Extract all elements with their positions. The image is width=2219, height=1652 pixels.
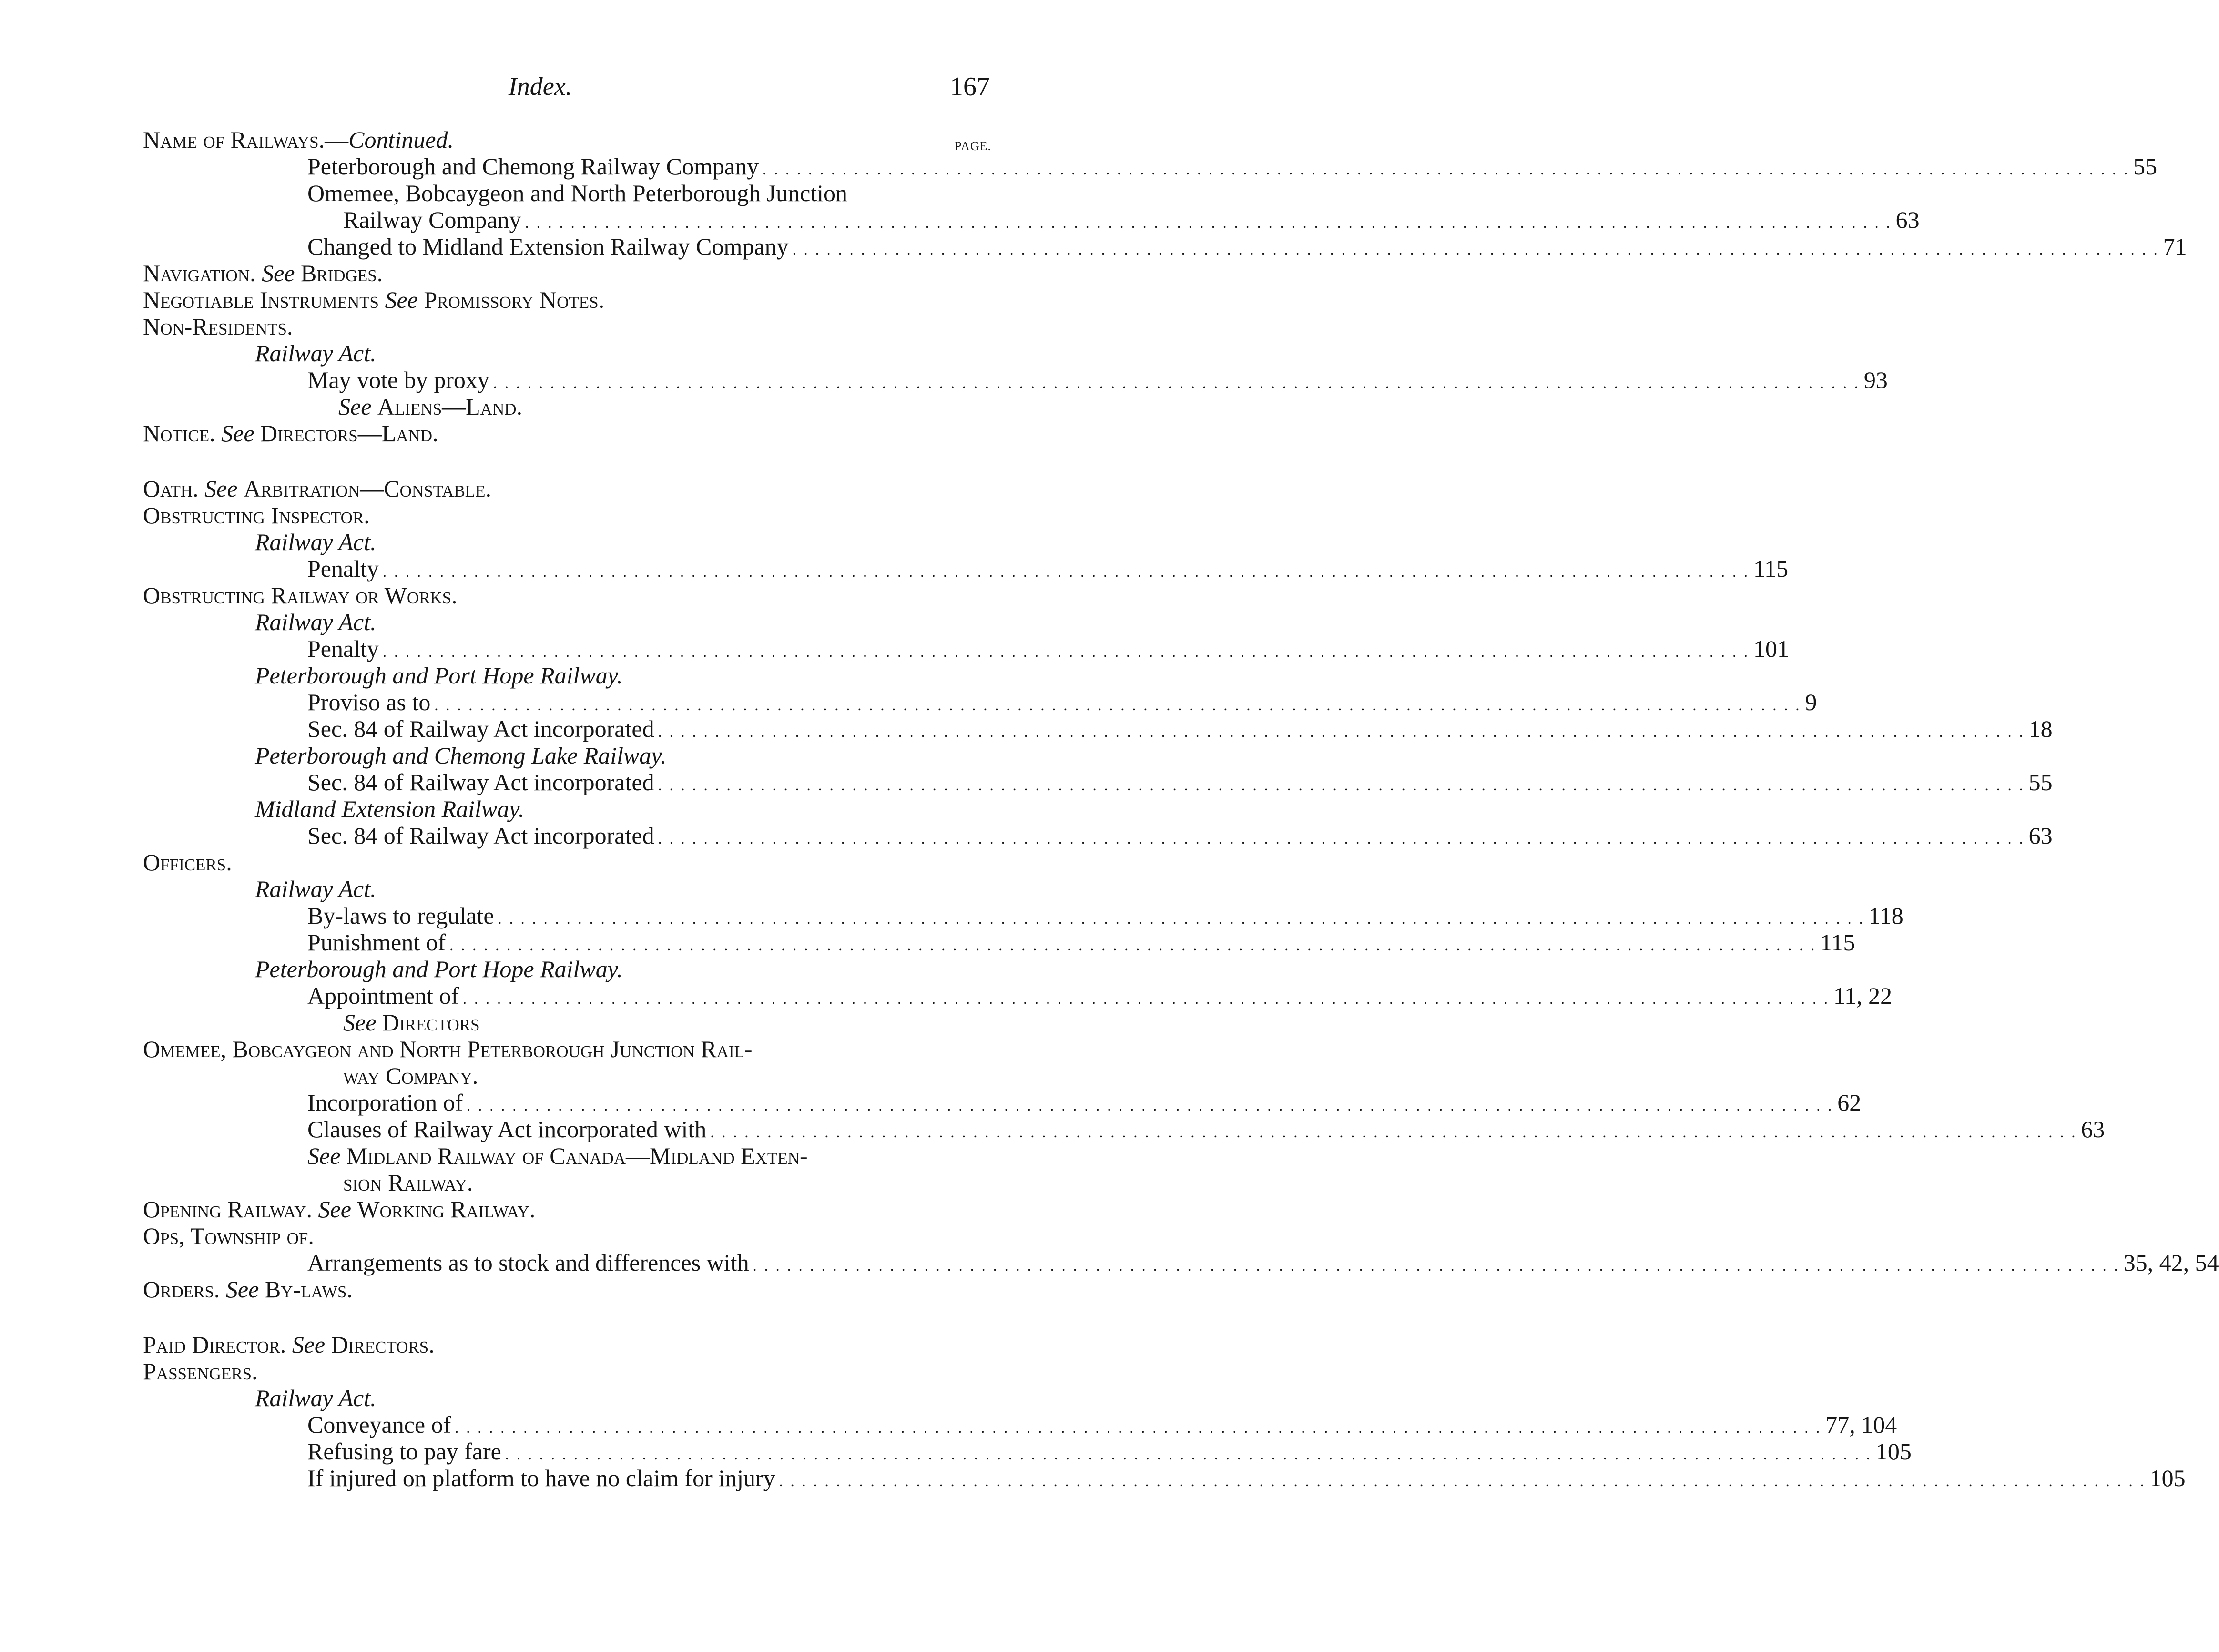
- entry-row: [307, 233, 2187, 263]
- dot-leader: . . . . . . . . . . . . . . . . . . . . . . . . . . . . . . . . . . . . . . . . . . . . . . . . . . . . . . . . . . . . . . . . . . . . . . . . . . . . . . . . . . . . . . . . . . . . . . . . . . . . . . . . . . . . . . . . . . . . . . . .: [658, 776, 2025, 794]
- page-reference: 35, 42, 54: [2123, 1249, 2219, 1276]
- index-cross-reference: [143, 286, 991, 313]
- heading-text: way Company.: [343, 1062, 478, 1089]
- see-label: See: [307, 1142, 341, 1169]
- dot-leader: . . . . . . . . . . . . . . . . . . . . . . . . . . . . . . . . . . . . . . . . . . . . . . . . . . . . . . . . . . . . . . . . . . . . . . . . . . . . . . . . . . . . . . . . . . . . . . . . . . . . . . . . . . . . . . . . . . . . . . . .: [763, 161, 2130, 178]
- index-heading: [143, 313, 991, 340]
- see-label: See: [221, 420, 254, 447]
- act-name: Railway Act.: [255, 609, 377, 635]
- entry-row: [307, 555, 1789, 585]
- entry-text: Arrangements as to stock and differences with: [307, 1249, 749, 1276]
- see-also-line: [143, 1009, 991, 1036]
- index-entry: [143, 555, 1789, 582]
- cross-reference-target: By-laws.: [265, 1276, 353, 1303]
- page-reference: 63: [2081, 1116, 2105, 1142]
- heading-text: Omemee, Bobcaygeon and North Peterborough Junction Rail-: [143, 1036, 753, 1062]
- entry-row: [307, 1438, 1912, 1468]
- entry-text: Incorporation of: [307, 1089, 463, 1116]
- cross-reference-target: Aliens—Land.: [377, 393, 523, 420]
- cross-reference-target: Working Railway.: [357, 1196, 536, 1223]
- index-entry: [143, 689, 1817, 715]
- act-name: Railway Act.: [255, 876, 377, 902]
- heading-text: Negotiable Instruments: [143, 286, 379, 313]
- entry-row: [307, 929, 1855, 959]
- dot-leader: . . . . . . . . . . . . . . . . . . . . . . . . . . . . . . . . . . . . . . . . . . . . . . . . . . . . . . . . . . . . . . . . . . . . . . . . . . . . . . . . . . . . . . . . . . . . . . . . . . . . . . . . . . . . . . . . . . . . . . . .: [792, 241, 2159, 258]
- entry-row: [307, 1465, 2186, 1494]
- dot-leader: . . . . . . . . . . . . . . . . . . . . . . . . . . . . . . . . . . . . . . . . . . . . . . . . . . . . . . . . . . . . . . . . . . . . . . . . . . . . . . . . . . . . . . . . . . . . . . . . . . . . . . . . . . . . . . . . . . . . . . . .: [498, 910, 1865, 927]
- act-name: Railway Act.: [255, 340, 377, 367]
- page-reference: 105: [2149, 1465, 2186, 1491]
- act-subheading: [143, 1385, 991, 1411]
- dot-leader: . . . . . . . . . . . . . . . . . . . . . . . . . . . . . . . . . . . . . . . . . . . . . . . . . . . . . . . . . . . . . . . . . . . . . . . . . . . . . . . . . . . . . . . . . . . . . . . . . . . . . . . . . . . . . . . . . . . . . . . .: [434, 696, 1802, 714]
- act-name: Peterborough and Port Hope Railway.: [255, 956, 623, 982]
- index-entry: [143, 902, 1903, 929]
- entry-row: [307, 982, 1893, 1012]
- entry-text: May vote by proxy: [307, 367, 489, 393]
- heading-text: Oath.: [143, 475, 199, 502]
- see-label: See: [204, 475, 238, 502]
- see-label: See: [225, 1276, 259, 1303]
- index-body: [143, 126, 2219, 1491]
- heading-text: Orders.: [143, 1276, 220, 1303]
- page-reference: 55: [2028, 769, 2053, 795]
- page-reference: 105: [1875, 1438, 1912, 1465]
- page-reference: 115: [1753, 555, 1789, 582]
- act-subheading: [143, 876, 991, 902]
- entry-row: [307, 153, 2158, 183]
- index-heading: [143, 1169, 991, 1196]
- index-entry: [143, 367, 1888, 393]
- index-entry: [143, 715, 2053, 742]
- index-heading: [143, 849, 991, 876]
- running-head: Index.: [508, 72, 572, 101]
- cross-reference-target: Arbitration—Constable.: [244, 475, 492, 502]
- page-reference: 62: [1837, 1089, 1862, 1116]
- page-reference: 11, 22: [1833, 982, 1893, 1009]
- dot-leader: . . . . . . . . . . . . . . . . . . . . . . . . . . . . . . . . . . . . . . . . . . . . . . . . . . . . . . . . . . . . . . . . . . . . . . . . . . . . . . . . . . . . . . . . . . . . . . . . . . . . . . . . . . . . . . . . . . . . . . . .: [753, 1257, 2120, 1274]
- index-entry: [143, 822, 2053, 849]
- see-label: See: [338, 393, 372, 420]
- heading-text: Opening Railway.: [143, 1196, 312, 1223]
- entry-text: Penalty: [307, 555, 379, 582]
- act-subheading: [143, 529, 991, 555]
- dot-leader: . . . . . . . . . . . . . . . . . . . . . . . . . . . . . . . . . . . . . . . . . . . . . . . . . . . . . . . . . . . . . . . . . . . . . . . . . . . . . . . . . . . . . . . . . . . . . . . . . . . . . . . . . . . . . . . . . . . . . . . .: [710, 1123, 2077, 1141]
- entry-text: Sec. 84 of Railway Act incorporated: [307, 822, 654, 849]
- act-name: Peterborough and Chemong Lake Railway.: [255, 742, 667, 769]
- heading-text: Ops, Township of.: [143, 1223, 314, 1249]
- dot-leader: . . . . . . . . . . . . . . . . . . . . . . . . . . . . . . . . . . . . . . . . . . . . . . . . . . . . . . . . . . . . . . . . . . . . . . . . . . . . . . . . . . . . . . . . . . . . . . . . . . . . . . . . . . . . . . . . . . . . . . . .: [658, 723, 2025, 740]
- index-entry: [143, 206, 1920, 233]
- index-entry: [143, 1249, 2219, 1276]
- cross-reference-target: Midland Railway of Canada—Midland Exten-: [346, 1142, 808, 1169]
- act-subheading: [143, 609, 991, 635]
- cross-reference-target: Bridges.: [300, 260, 383, 286]
- entry-row: [307, 1249, 2219, 1279]
- index-cross-reference: [143, 260, 991, 286]
- page-reference: 55: [2133, 153, 2158, 180]
- index-heading: [143, 1062, 991, 1089]
- entry-text: Penalty: [307, 635, 379, 662]
- act-name: Railway Act.: [255, 529, 377, 555]
- see-also-line: [143, 393, 991, 420]
- index-entry: [143, 1411, 1897, 1438]
- act-name: Railway Act.: [255, 1385, 377, 1411]
- index-entry: [143, 1089, 1862, 1116]
- cross-reference-target: Directors.: [331, 1331, 435, 1358]
- entry-row: [307, 689, 1817, 718]
- act-name: Peterborough and Port Hope Railway.: [255, 662, 623, 689]
- page-reference: 63: [1895, 206, 1920, 233]
- see-label: See: [292, 1331, 326, 1358]
- heading-text: Paid Director.: [143, 1331, 286, 1358]
- dot-leader: . . . . . . . . . . . . . . . . . . . . . . . . . . . . . . . . . . . . . . . . . . . . . . . . . . . . . . . . . . . . . . . . . . . . . . . . . . . . . . . . . . . . . . . . . . . . . . . . . . . . . . . . . . . . . . . . . . . . . . . .: [463, 990, 1830, 1007]
- entry-text: Sec. 84 of Railway Act incorporated: [307, 769, 654, 795]
- page-reference: 118: [1868, 902, 1903, 929]
- dot-leader: . . . . . . . . . . . . . . . . . . . . . . . . . . . . . . . . . . . . . . . . . . . . . . . . . . . . . . . . . . . . . . . . . . . . . . . . . . . . . . . . . . . . . . . . . . . . . . . . . . . . . . . . . . . . . . . . . . . . . . . .: [455, 1419, 1822, 1436]
- page-reference: 101: [1753, 635, 1789, 662]
- act-subheading: [143, 795, 991, 822]
- index-heading: [143, 1036, 991, 1062]
- dot-leader: . . . . . . . . . . . . . . . . . . . . . . . . . . . . . . . . . . . . . . . . . . . . . . . . . . . . . . . . . . . . . . . . . . . . . . . . . . . . . . . . . . . . . . . . . . . . . . . . . . . . . . . . . . . . . . . . . . . . . . . .: [779, 1472, 2146, 1489]
- entry-text: Refusing to pay fare: [307, 1438, 501, 1465]
- act-subheading: [143, 662, 991, 689]
- entry-text: Railway Company: [343, 206, 521, 233]
- page-reference: 71: [2163, 233, 2187, 260]
- page-reference: 77, 104: [1825, 1411, 1897, 1438]
- dot-leader: . . . . . . . . . . . . . . . . . . . . . . . . . . . . . . . . . . . . . . . . . . . . . . . . . . . . . . . . . . . . . . . . . . . . . . . . . . . . . . . . . . . . . . . . . . . . . . . . . . . . . . . . . . . . . . . . . . . . . . . .: [505, 1446, 1872, 1463]
- index-heading: [143, 1358, 991, 1385]
- entry-row: [307, 1116, 2105, 1145]
- heading-text: Obstructing Railway or Works.: [143, 582, 458, 609]
- entry-text: Proviso as to: [307, 689, 431, 715]
- entry-row: [307, 822, 2053, 852]
- see-label: See: [343, 1009, 377, 1036]
- heading-text: Notice.: [143, 420, 215, 447]
- index-cross-reference: [143, 1331, 991, 1358]
- entry-text: If injured on platform to have no claim for injury: [307, 1465, 775, 1491]
- entry-text: Appointment of: [307, 982, 459, 1009]
- dot-leader: . . . . . . . . . . . . . . . . . . . . . . . . . . . . . . . . . . . . . . . . . . . . . . . . . . . . . . . . . . . . . . . . . . . . . . . . . . . . . . . . . . . . . . . . . . . . . . . . . . . . . . . . . . . . . . . . . . . . . . . .: [382, 643, 1750, 660]
- heading-text: Obstructing Inspector.: [143, 502, 370, 529]
- heading-text: Name of Railways.—: [143, 126, 349, 153]
- index-entry: [143, 635, 1789, 662]
- cross-reference-target: Directors: [382, 1009, 480, 1036]
- index-entry: [143, 769, 2053, 795]
- entry-text: Punishment of: [307, 929, 446, 956]
- index-cross-reference: [143, 1196, 991, 1223]
- page-header: [0, 71, 1080, 110]
- entry-text: By-laws to regulate: [307, 902, 494, 929]
- index-entry: [143, 233, 2187, 260]
- dot-leader: . . . . . . . . . . . . . . . . . . . . . . . . . . . . . . . . . . . . . . . . . . . . . . . . . . . . . . . . . . . . . . . . . . . . . . . . . . . . . . . . . . . . . . . . . . . . . . . . . . . . . . . . . . . . . . . . . . . . . . . .: [525, 214, 1892, 231]
- act-subheading: [143, 742, 991, 769]
- entry-row: [307, 715, 2053, 745]
- heading-text: sion Railway.: [343, 1169, 473, 1196]
- dot-leader: . . . . . . . . . . . . . . . . . . . . . . . . . . . . . . . . . . . . . . . . . . . . . . . . . . . . . . . . . . . . . . . . . . . . . . . . . . . . . . . . . . . . . . . . . . . . . . . . . . . . . . . . . . . . . . . . . . . . . . . .: [449, 937, 1817, 954]
- page-number: 167: [950, 72, 990, 102]
- page-reference: 115: [1820, 929, 1855, 956]
- page-reference: 63: [2028, 822, 2053, 849]
- act-name: Midland Extension Railway.: [255, 795, 525, 822]
- index-heading: [143, 502, 991, 529]
- cross-reference-target: Promissory Notes.: [424, 286, 605, 313]
- entry-row: [307, 1089, 1862, 1119]
- index-entry: [143, 1116, 2105, 1142]
- index-entry: [143, 1465, 2186, 1491]
- index-heading: [143, 126, 991, 153]
- dot-leader: . . . . . . . . . . . . . . . . . . . . . . . . . . . . . . . . . . . . . . . . . . . . . . . . . . . . . . . . . . . . . . . . . . . . . . . . . . . . . . . . . . . . . . . . . . . . . . . . . . . . . . . . . . . . . . . . . . . . . . . .: [382, 563, 1750, 580]
- dot-leader: . . . . . . . . . . . . . . . . . . . . . . . . . . . . . . . . . . . . . . . . . . . . . . . . . . . . . . . . . . . . . . . . . . . . . . . . . . . . . . . . . . . . . . . . . . . . . . . . . . . . . . . . . . . . . . . . . . . . . . . .: [493, 374, 1860, 391]
- entry-text: Sec. 84 of Railway Act incorporated: [307, 715, 654, 742]
- entry-text: Omemee, Bobcaygeon and North Peterborough Junction: [307, 180, 848, 206]
- page-column-label: PAGE.: [954, 139, 991, 153]
- heading-text: Passengers.: [143, 1358, 258, 1385]
- entry-row: [343, 206, 1920, 236]
- dot-leader: . . . . . . . . . . . . . . . . . . . . . . . . . . . . . . . . . . . . . . . . . . . . . . . . . . . . . . . . . . . . . . . . . . . . . . . . . . . . . . . . . . . . . . . . . . . . . . . . . . . . . . . . . . . . . . . . . . . . . . . .: [467, 1097, 1834, 1114]
- heading-text: Navigation.: [143, 260, 256, 286]
- heading-text: Officers.: [143, 849, 232, 876]
- entry-text: Changed to Midland Extension Railway Company: [307, 233, 789, 260]
- index-entry: [143, 1438, 1912, 1465]
- entry-row: [307, 635, 1789, 665]
- index-heading: [143, 582, 991, 609]
- see-label: See: [318, 1196, 351, 1223]
- entry-row: [307, 902, 1903, 932]
- heading-text: Non-Residents.: [143, 313, 293, 340]
- entry-text: Clauses of Railway Act incorporated with: [307, 1116, 707, 1142]
- index-entry: [143, 153, 2158, 180]
- entry-text-line: [143, 180, 991, 206]
- see-also-line: [143, 1142, 991, 1169]
- index-heading: [143, 1223, 991, 1249]
- continued-label: Continued.: [348, 126, 454, 153]
- entry-text: Conveyance of: [307, 1411, 451, 1438]
- entry-row: [307, 1411, 1897, 1441]
- entry-row: [307, 367, 1888, 396]
- entry-row: [307, 769, 2053, 798]
- act-subheading: [143, 340, 991, 367]
- dot-leader: . . . . . . . . . . . . . . . . . . . . . . . . . . . . . . . . . . . . . . . . . . . . . . . . . . . . . . . . . . . . . . . . . . . . . . . . . . . . . . . . . . . . . . . . . . . . . . . . . . . . . . . . . . . . . . . . . . . . . . . .: [658, 830, 2025, 847]
- entry-text: Peterborough and Chemong Railway Company: [307, 153, 759, 180]
- page-reference: 18: [2028, 715, 2053, 742]
- page-reference: 93: [1863, 367, 1888, 393]
- index-cross-reference: [143, 1276, 991, 1303]
- index-entry: [143, 982, 1893, 1009]
- index-cross-reference: [143, 420, 991, 447]
- index-entry: [143, 929, 1855, 956]
- see-label: See: [385, 286, 418, 313]
- cross-reference-target: Directors—Land.: [260, 420, 438, 447]
- see-label: See: [262, 260, 295, 286]
- page-reference: 9: [1805, 689, 1817, 715]
- index-cross-reference: [143, 475, 991, 502]
- act-subheading: [143, 956, 991, 982]
